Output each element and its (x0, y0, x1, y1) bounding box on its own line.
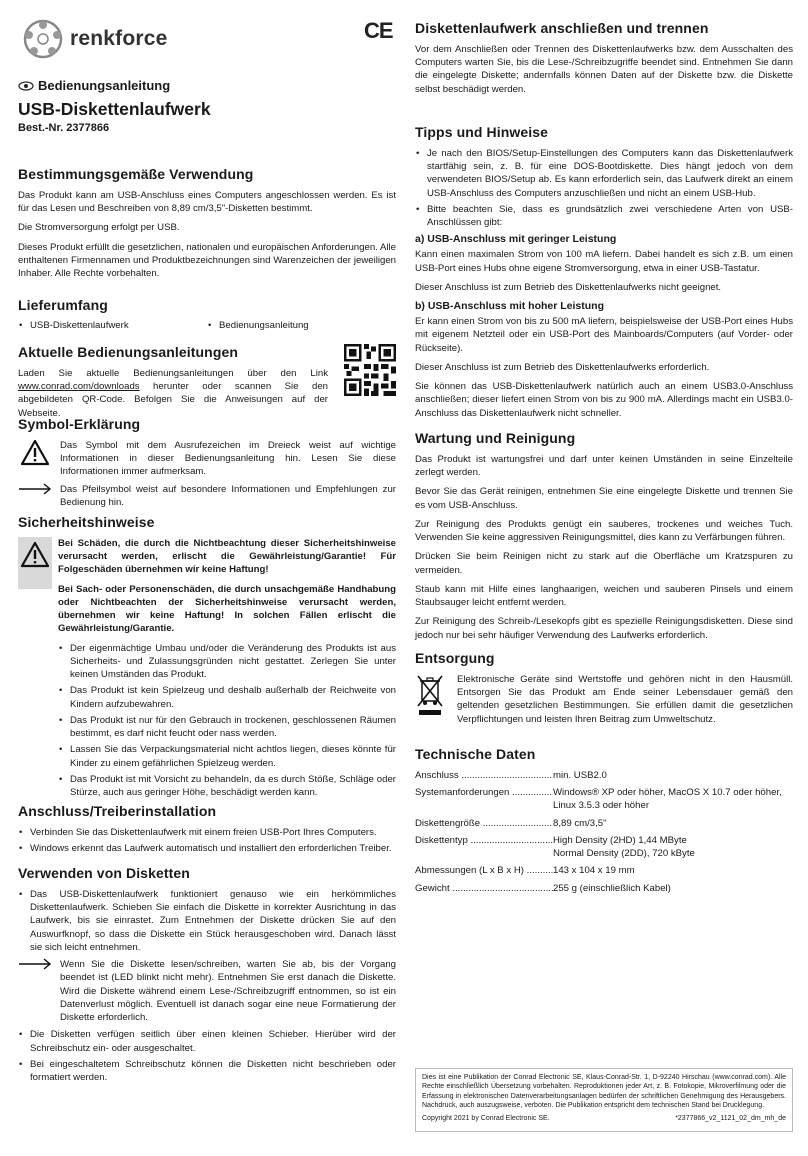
document-code: *2377866_v2_1121_02_dm_mh_de (675, 1114, 786, 1122)
list-item: • Der eigenmächtige Umbau und/oder die Veränderung des Produkts ist aus Sicherheits- und Zulassungsgründen nicht gestattet. Zerlegen Sie unter keinen Umständen das Produkt. (58, 642, 396, 682)
paragraph: Das Produkt kann am USB-Anschluss eines Computers angeschlossen werden. Es ist für das Lesen und Beschreiben von 8,89 cm/3,5"-Disketten bestimmt. (18, 190, 396, 215)
safety-content (58, 537, 396, 803)
paragraph (18, 367, 328, 420)
section-heading: Technische Daten (415, 746, 536, 762)
list-item: • Das Produkt ist mit Vorsicht zu behandeln, da es durch Stöße, Schläge oder Stürze, auch aus geringer Höhe, beschädigt werden kann. (58, 773, 396, 799)
usage-list-2 (18, 1028, 396, 1084)
paragraph: Sie können das USB-Diskettenlaufwerk natürlich auch an einem USB3.0-Anschluss anschließen; dieser liefert einen Strom von bis zu 900 mA. Allerdings macht ein USB3.0-Anschluss das Diskettenlaufwerk nicht schneller. (415, 381, 793, 419)
disposal-row (415, 673, 793, 732)
spec-row (415, 882, 793, 895)
manual-label (18, 78, 170, 93)
warning-triangle-icon (20, 541, 50, 568)
install-list (18, 826, 396, 855)
text-span: Laden Sie aktuelle Bedienungsanleitungen über den Link (18, 368, 328, 379)
list-item: • Bedienungsanleitung (207, 320, 396, 331)
usage-list (18, 888, 396, 954)
bold-paragraph: Bei Schäden, die durch die Nichtbeachtung dieser Sicherheitshinweise verursacht werden, erlischt die Gewährleistung/Garantie! Für Folgeschäden übernehmen wir keine Haftung! (58, 538, 396, 576)
list-item: • Je nach den BIOS/Setup-Einstellungen des Computers kann das Diskettenlaufwerk startfähig sein, z. B. für eine DOS-Bootdiskette. Dies hängt jedoch von dem verwendeten BIOS/Setup ab. Es kann erforderlich sein, das Laufwerk direkt an einem USB-Anschluss des Computers anzuschließen und nicht an einem USB-Hub. (415, 147, 793, 200)
download-link[interactable]: www.conrad.com/downloads (18, 381, 140, 393)
section-technik (415, 746, 793, 899)
section-heading: Bestimmungsgemäße Verwendung (18, 166, 254, 182)
section-verwenden (18, 865, 396, 1088)
usage-arrow-note (18, 958, 396, 1024)
spec-key-empty (415, 847, 553, 860)
section-wartung (415, 430, 793, 648)
symbol-row-arrow (18, 483, 396, 509)
list-item: • Das Produkt ist nur für den Gebrauch in trockenen, geschlossenen Räumen bestimmt, es darf nicht feucht oder nass werden. (58, 714, 396, 740)
spec-key: Systemanforderungen ..... (415, 786, 553, 812)
order-number: Best.-Nr. 2377866 (18, 122, 110, 134)
list-item: • Lassen Sie das Verpackungsmaterial nicht achtlos liegen, dieses könnte für Kinder zu einem gefährlichen Spielzeug werden. (58, 743, 396, 769)
copyright: Copyright 2021 by Conrad Electronic SE. (422, 1114, 550, 1122)
tips-list (415, 147, 793, 229)
imprint-bottom (422, 1115, 786, 1122)
spec-row (415, 786, 793, 812)
arrow-right-icon (18, 483, 52, 495)
section-tipps (415, 124, 793, 426)
list-item: • Verbinden Sie das Diskettenlaufwerk mit einem freien USB-Port Ihres Computers. (18, 826, 396, 839)
spec-value: 143 x 104 x 19 mm (553, 865, 635, 877)
paragraph: Das Symbol mit dem Ausrufezeichen im Dreieck weist auf wichtige Informationen in dieser Bedienungsanleitung hin. Lesen Sie diese Informationen immer aufmerksam. (60, 440, 396, 478)
spec-value: 8,89 cm/3,5" (553, 817, 607, 829)
page-title: USB-Diskettenlaufwerk (18, 99, 211, 119)
paragraph: Das Pfeilsymbol weist auf besondere Informationen und Empfehlungen zur Bedienung hin. (60, 483, 396, 508)
section-bestimmung (18, 166, 396, 286)
section-heading: Diskettenlaufwerk anschließen und trennen (415, 20, 709, 36)
spec-value: 255 g (einschließlich Kabel) (553, 882, 671, 894)
paragraph: Die Stromversorgung erfolgt per USB. (18, 222, 180, 234)
paragraph: Das Produkt ist wartungsfrei und darf unter keinen Umständen in seine Einzelteile zerlegt werden. (415, 454, 793, 479)
warning-box (18, 537, 396, 803)
section-lieferumfang (18, 297, 396, 331)
paragraph: Staub kann mit Hilfe eines langhaarigen, weichen und sauberen Pinsels und einem Staubsauger leicht entfernt werden. (415, 583, 793, 609)
spec-key: Gewicht ..... (415, 882, 553, 895)
paragraph: Wenn Sie die Diskette lesen/schreiben, warten Sie ab, bis der Vorgang beendet ist (LED blinkt nicht mehr). Entnehmen Sie erst danach die Diskette. Wird die Diskette während einem Lese-/Schreibzugriff entnommen, so ist ein Datenverlust möglich. Eventuell ist danach sogar eine neue Formatierung der Diskette erforderlich. (60, 959, 396, 1024)
qr-code-icon[interactable] (344, 344, 396, 396)
section-entsorgung (415, 650, 793, 732)
paragraph: Dieser Anschluss ist zum Betrieb des Diskettenlaufwerks erforderlich. (415, 361, 710, 373)
list-item: • USB-Diskettenlaufwerk (18, 320, 207, 331)
paragraph: Zur Reinigung des Produkts genügt ein sauberes, trockenes und weiches Tuch. Verwenden Sie keine aggressiven Reinigungsmittel, dies kann zu Verfärbungen führen. (415, 518, 793, 544)
paragraph: Dieses Produkt erfüllt die gesetzlichen, nationalen und europäischen Anforderungen. Alle enthaltenen Firmennamen und Produktbezeichnungen sind Warenzeichen der jeweiligen Inhaber. Alle Rechte vorbehalten. (18, 241, 396, 280)
list-item: • Bei eingeschaltetem Schreibschutz können die Disketten nicht beschrieben oder formatiert werden. (18, 1058, 396, 1084)
spec-key: Anschluss ..... (415, 769, 553, 782)
list-item: • Bitte beachten Sie, dass es grundsätzlich zwei verschiedene Arten von USB-Anschlüssen gibt: (415, 203, 793, 229)
symbol-row-warning (18, 439, 396, 479)
manual-label-text: Bedienungsanleitung (38, 78, 171, 93)
paragraph: Elektronische Geräte sind Wertstoffe und gehören nicht in den Hausmüll. Entsorgen Sie das Produkt am Ende seiner Lebensdauer gemäß den geltenden gesetzlichen Bestimmungen. Sie erfüllen damit die gesetzlichen Verpflichtungen und leisten Ihren Beitrag zum Umweltschutz. (457, 674, 793, 725)
paragraph: Dieser Anschluss ist zum Betrieb des Diskettenlaufwerks nicht geeignet. (415, 281, 722, 293)
section-heading: Sicherheitshinweise (18, 514, 155, 530)
list-item: • Das Produkt ist kein Spielzeug und deshalb außerhalb der Reichweite von Kindern aufzubewahren. (58, 684, 396, 710)
list-item: • Windows erkennt das Laufwerk automatisch und installiert den erforderlichen Treiber. (18, 842, 396, 855)
paragraph: Drücken Sie beim Reinigen nicht zu stark auf die Oberfläche um Kratzspuren zu vermeiden. (415, 551, 793, 576)
paragraph: Zur Reinigung des Schreib-/Lesekopfs gibt es spezielle Reinigungsdisketten. Diese sind jedoch nur bei sehr häufiger Verwendung des Laufwerks erforderlich. (415, 616, 793, 641)
imprint-text: Dies ist eine Publikation der Conrad Electronic SE, Klaus-Conrad-Str. 1, D-92240 Hirschau (www.conrad.com). Alle Rechte einschließlich Übersetzung vorbehalten. Reproduktionen jeder Art, z. B. Fotokopie, Mikroverfilmung oder die Erfassung in elektronischen Datenverarbeitungsanlagen bedürfen der schriftlichen Genehmigung des Herausgebers. Nachdruck, auch auszugsweise, verboten. Die Publikation entspricht dem technischen Stand bei Drucklegung. (422, 1074, 786, 1110)
spec-row (415, 864, 793, 877)
spec-value: Normal Density (2DD), 720 kByte (553, 848, 695, 860)
spec-key: Diskettentyp ..... (415, 834, 553, 847)
eye-icon (18, 81, 34, 91)
spec-row (415, 817, 793, 830)
section-symbol (18, 416, 396, 513)
text-span: herunter oder scannen Sie den abgebildeten QR-Code. Befolgen Sie die Anweisungen auf der Webseite. (18, 381, 328, 419)
brand-logo (22, 18, 168, 60)
list-item: • Das USB-Diskettenlaufwerk funktioniert genauso wie ein herkömmliches Diskettenlaufwerk. Schieben Sie einfach die Diskette in korrekter Ausrichtung in das Laufwerk, bis sie einrastet. Zum Entnehmen der Diskette drücken Sie auf den Auswurfknopf, so dass die Diskette ein Stück herausgeschoben wird. Danach lässt sie sich leicht entnehmen. (18, 888, 396, 954)
subheading: a) USB-Anschluss mit geringer Leistung (415, 233, 617, 246)
paragraph: Kann einen maximalen Strom von 100 mA liefern. Dabei handelt es sich z.B. um einen USB-Port eines Hubs ohne eigene Stromversorgung, etwa in einer USB-Tastatur. (415, 249, 793, 274)
warning-sidebar (18, 537, 52, 589)
section-sicherheit (18, 514, 396, 803)
section-trennen (415, 20, 793, 102)
paragraph: Er kann einen Strom von bis zu 500 mA liefern, beispielsweise der USB-Port eines Hubs mit eigenem Netzteil oder ein USB-Port des Mainboards/Computers (auf Vorder- oder Rückseite). (415, 316, 793, 354)
delivery-list (18, 320, 396, 331)
section-heading: Tipps und Hinweise (415, 124, 549, 140)
spec-value: Windows® XP oder höher, MacOS X 10.7 oder höher, Linux 3.5.3 oder höher (553, 787, 782, 812)
renkforce-logo-icon (22, 19, 64, 59)
paragraph: Bevor Sie das Gerät reinigen, entnehmen Sie eine eingelegte Diskette und trennen Sie es vom USB-Anschluss. (415, 486, 793, 511)
section-heading: Anschluss/Treiberinstallation (18, 803, 217, 819)
ce-mark: CE (364, 18, 393, 43)
crossed-bin-icon (415, 673, 445, 717)
imprint-box (415, 1068, 793, 1132)
subheading: b) USB-Anschluss mit hoher Leistung (415, 300, 605, 313)
paragraph: Vor dem Anschließen oder Trennen des Diskettenlaufwerks bzw. dem Ausschalten des Computers warten Sie, bis die Lese-/Schreibzugriffe beendet sind. Entnehmen Sie dann die eingelegte Diskette; andernfalls können Daten auf der Diskette bzw. die Diskette selbst beschädigt werden. (415, 44, 793, 95)
spec-row (415, 847, 793, 860)
spec-row (415, 834, 793, 847)
spec-row (415, 769, 793, 782)
spec-value: min. USB2.0 (553, 770, 607, 781)
arrow-right-icon (18, 958, 52, 970)
safety-list (58, 642, 396, 800)
list-item: • Die Disketten verfügen seitlich über einen kleinen Schieber. Hierüber wird der Schreibschutz ein- oder ausgeschaltet. (18, 1028, 396, 1054)
section-heading: Wartung und Reinigung (415, 430, 576, 446)
section-heading: Verwenden von Disketten (18, 865, 190, 881)
bold-paragraph: Bei Sach- oder Personenschäden, die durch unsachgemäße Handhabung oder Nichtbeachten der Sicherheitshinweise verursacht werden, übernehmen wir keine Haftung! In solchen Fällen erlischt die Gewährleistung/Garantie. (58, 583, 396, 635)
section-heading: Aktuelle Bedienungsanleitungen (18, 344, 239, 360)
spec-value: High Density (2HD) 1,44 MByte (553, 834, 687, 846)
spec-key: Diskettengröße ..... (415, 817, 553, 830)
warning-triangle-icon (20, 439, 50, 466)
brand-name: renkforce (70, 27, 168, 50)
section-anschluss-install (18, 803, 396, 859)
section-heading: Symbol-Erklärung (18, 416, 141, 432)
section-heading: Entsorgung (415, 650, 495, 666)
section-heading: Lieferumfang (18, 297, 108, 313)
spec-key: Abmessungen (L x B x H) ..... (415, 864, 553, 877)
section-aktuelle (18, 344, 396, 426)
